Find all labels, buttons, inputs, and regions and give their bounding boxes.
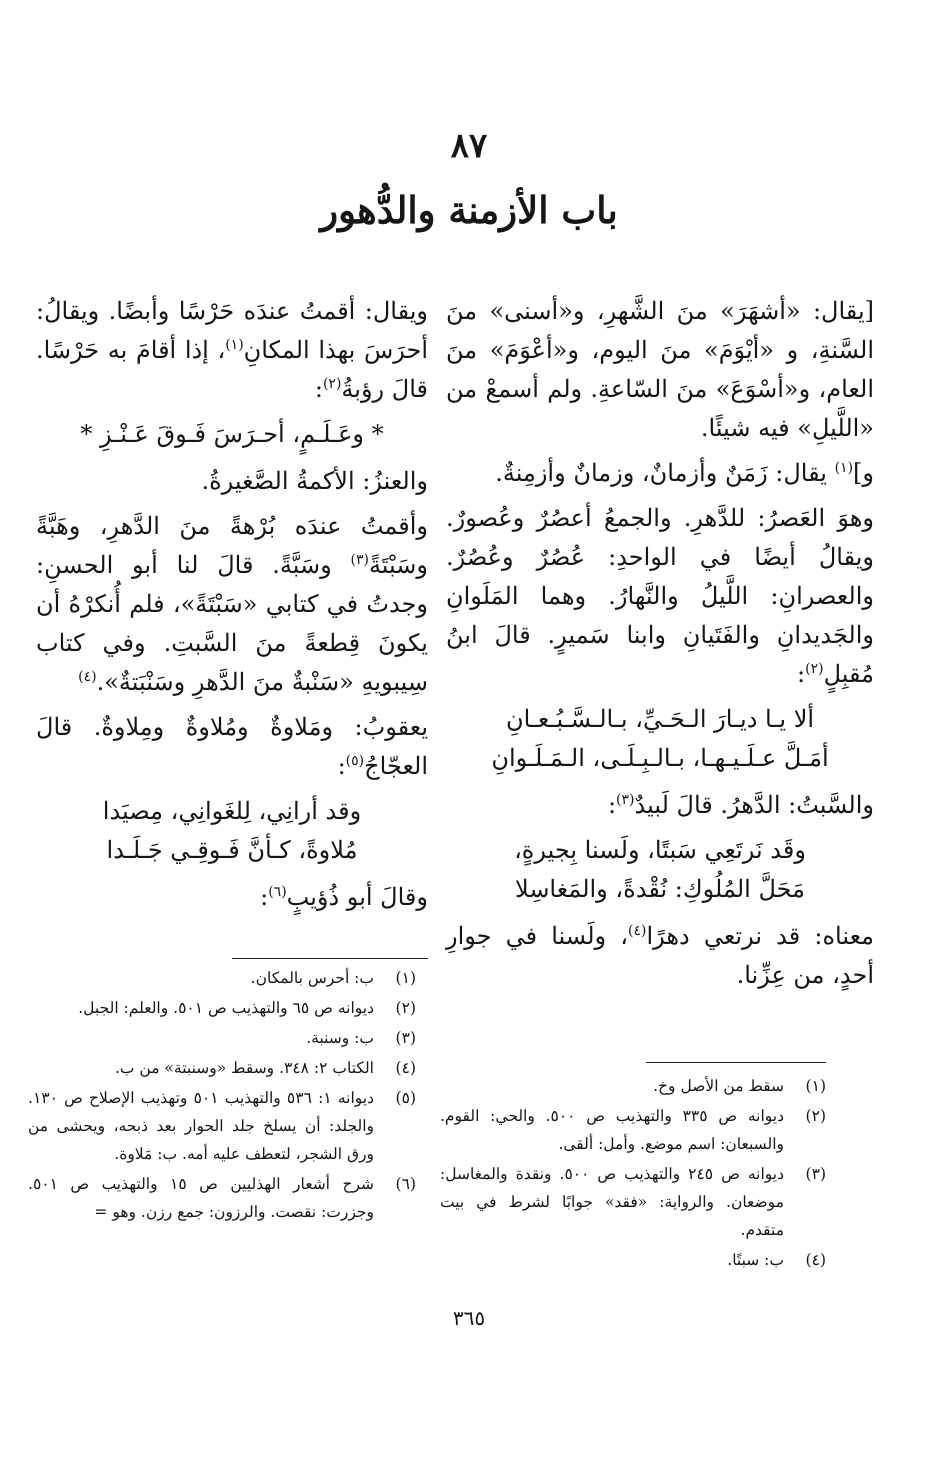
- paragraph-text: :: [260, 883, 269, 911]
- footnote-text: ب: سبتًا.: [727, 1251, 784, 1269]
- footnote-ref: (٥): [345, 753, 365, 769]
- footnote: [28, 1024, 420, 1052]
- footnote-text: ديوانه ص ٣٣٥ والتهذيب ص ٥٠٠. والحي: القوم. والسبعان: اسم موضع. وأمل: ألقى.: [440, 1107, 784, 1153]
- verse-line: وقَد نَرتَعِي سَبتًا، ولَسنا بِجيرةٍ،: [514, 836, 806, 864]
- footnote: [28, 1054, 420, 1082]
- footnote-number: (٤): [395, 1059, 416, 1077]
- verse-line: مُلاوةً، كـأنَّ فَـوقِـي جَـلَـدا: [106, 836, 358, 864]
- chapter-title: باب الأزمنة والدُّهور: [320, 188, 618, 232]
- footnote-ref: (٣): [616, 792, 635, 808]
- paragraph-text: :: [337, 752, 346, 780]
- footnote-number: (٣): [395, 1029, 416, 1047]
- paragraph-text: و]: [853, 459, 874, 487]
- footnote-number: (٦): [395, 1175, 416, 1193]
- footnote-ref: (٤): [627, 923, 647, 939]
- paragraph-text: ، إذا أقامَ به حَرْسًا. قالَ رؤبةُ: [36, 336, 428, 403]
- paragraph: [36, 878, 428, 917]
- footnote-ref: (١): [225, 337, 244, 353]
- chapter-number: ٨٧: [450, 126, 488, 166]
- paragraph: [36, 507, 428, 702]
- paragraph: [446, 454, 874, 493]
- footnote-text: ديوانه ١: ٥٣٦ والتهذيب ٥٠١ وتهذيب الإصلاح ص ١٣٠. والجلد: أن يسلخ جلد الحوار بعد ذبحه، ويحشى من ورق الشجر، لتعطف عليه أمه. ب: مَلاوة.: [28, 1089, 374, 1163]
- footnotes-left: [28, 964, 420, 1228]
- paragraph-text: وهوَ العَصرُ: للدَّهرِ. والجمعُ أعصُرٌ وعُصورٌ. ويقالُ أيضًا في الواحدِ: عُصُرٌ وعُصُرٌ. والعصرانِ: اللَّيلُ والنَّهارُ. وهما المَلَوانِ والجَديدانِ والفَتَيانِ وابنا سَميرٍ. قالَ ابنُ مُقبِلٍ: [446, 504, 874, 688]
- paragraph-text: ويقال: أقمتُ عندَه حَرْسًا وأبضًا. ويقالُ: أحرَسَ بهذا المكانِ: [36, 297, 428, 364]
- paragraph-text: :: [607, 791, 617, 819]
- footnote-ref: (١): [834, 460, 854, 476]
- footnote-number: (١): [805, 1077, 826, 1095]
- paragraph-text: :: [797, 660, 806, 688]
- paragraph-text: معناه: قد نرتعي دهرًا: [646, 922, 875, 950]
- footnote-ref: (٢): [322, 376, 342, 392]
- footnote: [28, 994, 420, 1022]
- footnote-ref: (٤): [78, 669, 97, 685]
- footnote-separator: [646, 1062, 826, 1063]
- paragraph: [446, 499, 874, 694]
- poem-verse: [446, 700, 874, 778]
- footnote-number: (٢): [395, 999, 416, 1017]
- verse-line: أمَـلَّ عـلَـيـهـا، بـالـبِـلَـى، الـمَـلَـوانِ: [491, 744, 829, 772]
- verse-line: وقد أرانِي، لِلغَوانِي، مِصيَدا: [102, 797, 362, 825]
- paragraph: [36, 708, 428, 786]
- paragraph-text: والسَّبتُ: الدَّهرُ. قالَ لَبيدٌ: [634, 791, 874, 819]
- footnote: [440, 1102, 830, 1158]
- footnote-ref: (٣): [350, 552, 369, 568]
- footnote-ref: (٦): [268, 884, 287, 900]
- footnote-text: الكتاب ٢: ٣٤٨. وسقط «وسنبتة» من ب.: [114, 1059, 374, 1077]
- right-column: [446, 292, 874, 1001]
- footnote-number: (٥): [395, 1089, 416, 1107]
- left-column: [36, 292, 428, 923]
- footnote-ref: (٢): [805, 661, 824, 677]
- footnote-text: سقط من الأصل وخ.: [653, 1077, 784, 1095]
- paragraph-text: يقال: زَمَنٌ وأزمانٌ، وزمانٌ وأزمِنةٌ.: [495, 459, 835, 487]
- page-number: ٣٦٥: [452, 1306, 486, 1330]
- footnote-number: (٤): [805, 1251, 826, 1269]
- paragraph-text: والعنزُ: الأكمةُ الصَّغيرةُ.: [201, 467, 428, 495]
- paragraph-text: وقالَ أبو ذُؤيبٍ: [286, 883, 428, 911]
- paragraph: [446, 292, 874, 448]
- paragraph-text: وأقمتُ عندَه بُرْهةً منَ الدَّهرِ، وهَبَّةً وسَبْتَةً: [36, 512, 428, 579]
- paragraph: [446, 917, 874, 995]
- footnote: [28, 1084, 420, 1168]
- footnotes-right: [440, 1072, 830, 1276]
- verse-line: ألا يـا ديـارَ الـحَـيِّ، بـالـسَّـبُـعـانِ: [505, 705, 815, 733]
- paragraph-text: يعقوبُ: ومَلاوةٌ ومُلاوةٌ ومِلاوةٌ. قالَ العجّاجُ: [36, 713, 428, 780]
- poem-verse: [446, 831, 874, 909]
- footnote: [440, 1160, 830, 1244]
- footnote-text: ديوانه ص ٢٤٥ والتهذيب ص ٥٠٠. ونقدة والمغاسل: موضعان. والرواية: «فقد» جوابًا لشرط في بيت متقدم.: [440, 1165, 784, 1239]
- footnote: [28, 1170, 420, 1226]
- verse-line: * وعَـلَـمٍ، أحـرَسَ فَـوقَ عَـنْـزِ *: [80, 420, 384, 448]
- footnote-separator: [232, 958, 428, 959]
- paragraph: [36, 292, 428, 409]
- poem-verse: [36, 792, 428, 870]
- paragraph: [36, 462, 428, 501]
- footnote-text: ب: أحرس بالمكان.: [250, 969, 374, 987]
- footnote: [440, 1072, 830, 1100]
- paragraph: [446, 786, 874, 825]
- footnote: [28, 964, 420, 992]
- paragraph-text: وسَبَّةً. قالَ لنا أبو الحسنِ: وجدتُ في كتابي «سَبْتَةً»، فلم أُنكرْهُ أن يكونَ قِطعةً منَ السَّبتِ. وفي كتاب سِيبويهِ «سَنْبةٌ منَ الدَّهرِ وسَنْبَتةٌ».: [36, 551, 428, 696]
- paragraph-text: [يقال: «أشهَرَ» منَ الشَّهرِ، و«أسنى» منَ السَّنةِ، و «أيْوَمَ» منَ اليوم، و«أعْوَمَ» منَ العام، و«أسْوَعَ» منَ السّاعةِ. ولم أسمعْ من «اللَّيلِ» فيه شيئًا.: [446, 297, 874, 442]
- footnote-number: (١): [395, 969, 416, 987]
- verse-line: مَحَلَّ المُلُوكِ: نُقْدةً، والمَغاسِلا: [515, 875, 805, 903]
- footnote-text: ب: وسنبة.: [306, 1029, 374, 1047]
- footnote-text: شرح أشعار الهذليين ص ١٥ والتهذيب ص ٥٠١. وجزرت: نقصت. والرزون: جمع رزن. وهو =: [28, 1175, 374, 1221]
- paragraph-text: :: [314, 375, 323, 403]
- footnote-number: (٣): [805, 1165, 826, 1183]
- footnote-number: (٢): [805, 1107, 826, 1125]
- paragraph-text: ، ولَسنا في جوارِ أحدٍ، من عِزِّنا.: [446, 922, 874, 989]
- footnote-text: ديوانه ص ٦٥ والتهذيب ص ٥٠١. والعلم: الجبل.: [78, 999, 374, 1017]
- poem-verse: [36, 415, 428, 454]
- footnote: [440, 1246, 830, 1274]
